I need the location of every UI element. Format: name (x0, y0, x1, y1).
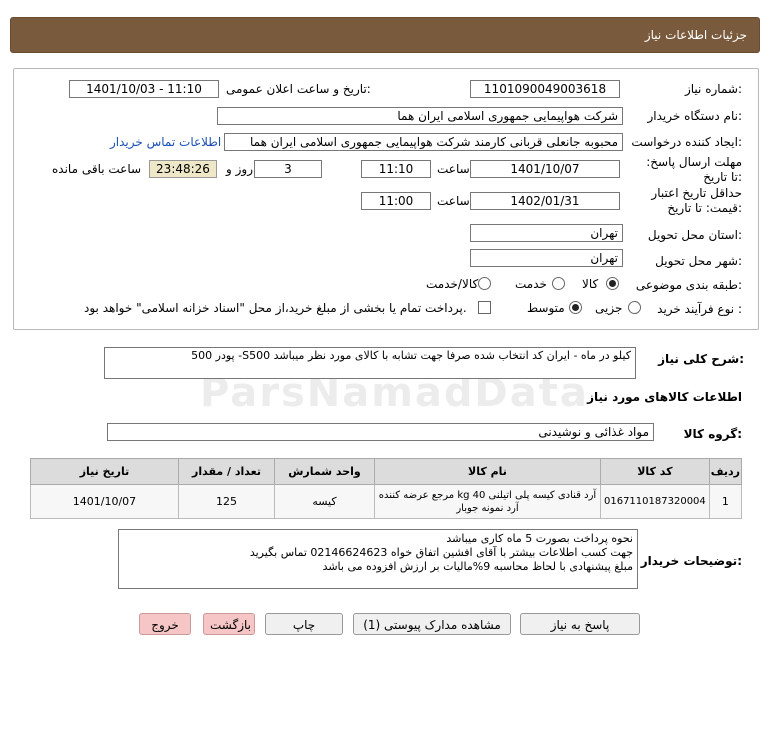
category-goods-radio[interactable] (606, 277, 619, 290)
deadline-time-label: ساعت (437, 162, 470, 176)
cell-code: 0167110187320004 (600, 485, 709, 519)
need-number-field: 1101090049003618 (470, 80, 620, 98)
table-row (31, 485, 742, 519)
countdown-timer: 23:48:26 (149, 160, 217, 178)
page-header (10, 17, 760, 53)
page-title: جزئیات اطلاعات نیاز (644, 28, 747, 42)
cell-quantity: 125 (178, 485, 274, 519)
cell-name: آرد قنادی کیسه پلی اتیلنی 40 kg مرجع عرضه کننده آرد نمونه جوبار (374, 485, 600, 519)
creator-label: ایجاد کننده درخواست: (631, 135, 742, 149)
col-name: نام کالا (374, 459, 600, 485)
deadline-date-field: 1401/10/07 (470, 160, 620, 178)
summary-field: پودر 500 -S500 کیلو در ماه - ایران کد انتخاب شده صرفا جهت تشابه با کالای مورد نظر میباشد (104, 347, 636, 379)
category-service-label: خدمت (515, 277, 547, 291)
notes-line-2: جهت کسب اطلاعات بیشتر با آقای افشین اتفاق خواه 02146624623 تماس بگیرید (249, 546, 633, 559)
days-field: 3 (254, 160, 322, 178)
cell-need-date: 1401/10/07 (31, 485, 179, 519)
remaining-label: ساعت باقی مانده (52, 162, 142, 176)
treasury-payment-note: پرداخت تمام یا بخشی از مبلغ خرید،از محل "اسناد خزانه اسلامی" خواهد بود. (84, 301, 467, 315)
col-row: ردیف (709, 459, 741, 485)
announce-label: تاریخ و ساعت اعلان عمومی: (226, 82, 371, 96)
table-header-row (31, 459, 742, 485)
treasury-payment-checkbox[interactable] (478, 301, 491, 314)
notes-label: توضیحات خریدار: (640, 554, 742, 568)
back-button[interactable]: بازگشت (203, 613, 255, 635)
buyer-label: نام دستگاه خریدار: (647, 109, 742, 123)
cell-row: 1 (709, 485, 741, 519)
category-both-radio[interactable] (478, 277, 491, 290)
category-both-label: کالا/خدمت (426, 277, 479, 291)
summary-label: شرح کلی نیاز: (658, 352, 744, 366)
col-code: کد کالا (600, 459, 709, 485)
deadline-time-field: 11:10 (361, 160, 431, 178)
watermark: ParsNamadData (200, 370, 589, 416)
buyer-field: شرکت هواپیمایی جمهوری اسلامی ایران هما (217, 107, 623, 125)
notes-line-3: مبلغ پیشنهادی با لحاظ محاسبه 9%مالیات بر ارزش افزوده می باشد (322, 560, 633, 573)
purchase-minor-radio[interactable] (628, 301, 641, 314)
purchase-type-label: نوع فرآیند خرید : (657, 302, 742, 316)
goods-group-label: گروه کالا: (683, 427, 742, 441)
need-number-label: شماره نیاز: (684, 82, 742, 96)
city-field: تهران (470, 249, 623, 267)
validity-time-field: 11:00 (361, 192, 431, 210)
announce-field: 1401/10/03 - 11:10 (69, 80, 219, 98)
category-service-radio[interactable] (552, 277, 565, 290)
validity-time-label: ساعت (437, 194, 470, 208)
category-label: طبقه بندی موضوعی: (635, 278, 742, 292)
cell-unit: کیسه (274, 485, 374, 519)
goods-section-title: اطلاعات کالاهای مورد نیاز (587, 390, 742, 404)
goods-table (30, 458, 742, 519)
goods-group-field: مواد غذائی و نوشیدنی (107, 423, 654, 441)
creator-field: محبوبه جانعلی قربانی کارمند شرکت هواپیمایی جمهوری اسلامی ایران هما (224, 133, 623, 151)
col-need-date: تاریخ نیاز (31, 459, 179, 485)
notes-box (118, 529, 638, 589)
exit-button[interactable]: خروج (139, 613, 191, 635)
purchase-medium-label: متوسط (527, 301, 565, 315)
city-label: شهر محل تحویل: (655, 254, 742, 268)
province-label: استان محل تحویل: (647, 228, 742, 242)
deadline-label: مهلت ارسال پاسخ: تا تاریخ: (646, 155, 742, 184)
notes-line-1: نحوه پرداخت بصورت 5 ماه کاری میباشد (446, 532, 633, 545)
print-button[interactable]: چاپ (265, 613, 343, 635)
col-unit: واحد شمارش (274, 459, 374, 485)
reply-button[interactable]: پاسخ به نیاز (520, 613, 640, 635)
province-field: تهران (470, 224, 623, 242)
col-quantity: تعداد / مقدار (178, 459, 274, 485)
category-goods-label: کالا (582, 277, 599, 291)
attachments-button[interactable]: مشاهده مدارک پیوستی (1) (353, 613, 511, 635)
purchase-minor-label: جزیی (595, 301, 623, 315)
validity-label: حداقل تاریخ اعتبار قیمت: تا تاریخ: (651, 186, 742, 215)
purchase-medium-radio[interactable] (569, 301, 582, 314)
buyer-contact-link[interactable]: اطلاعات تماس خریدار (110, 135, 222, 149)
days-label: روز و (226, 162, 253, 176)
validity-date-field: 1402/01/31 (470, 192, 620, 210)
